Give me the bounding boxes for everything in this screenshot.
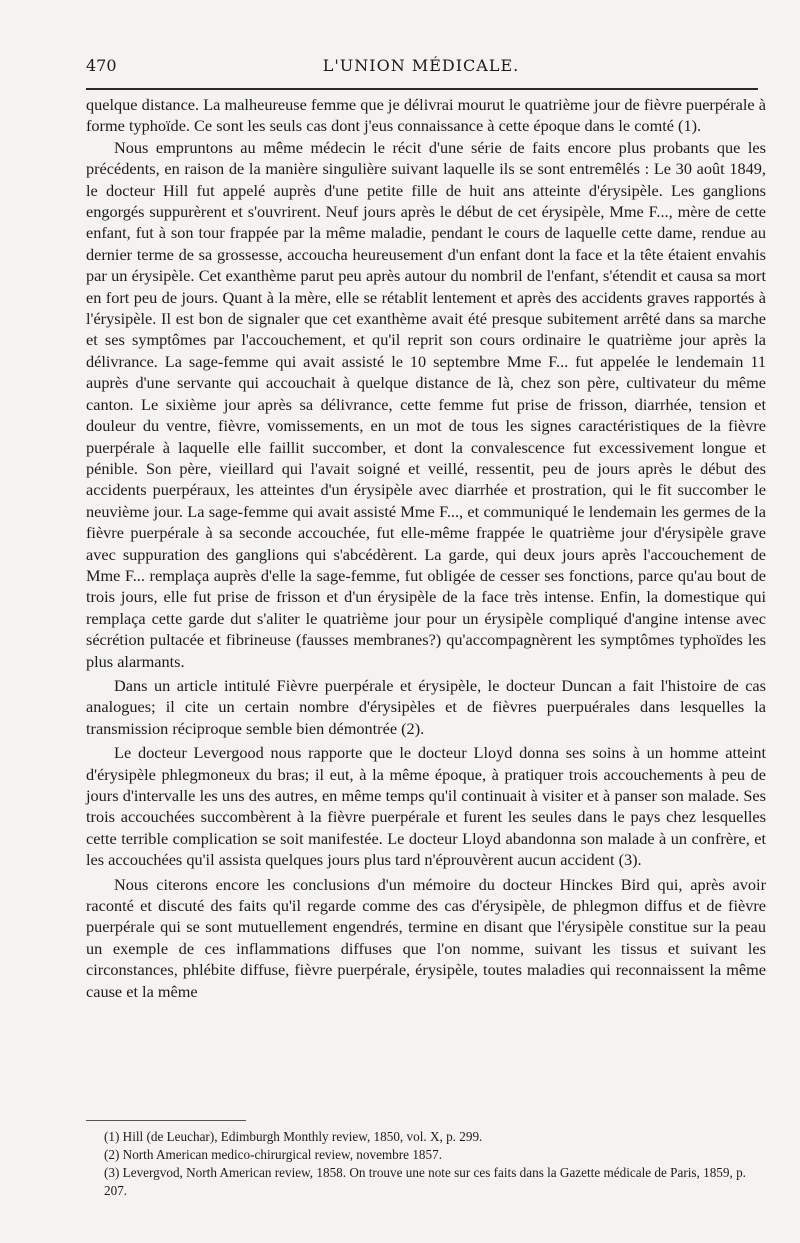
footnotes: [104, 1128, 766, 1200]
paragraph: Nous citerons encore les conclusions d'un mémoire du docteur Hinckes Bird qui, après avoir raconté et discuté des faits qu'il regarde comme des cas d'érysipèle, de phlegmon diffus et de fièvre puerpérale qui se sont mutuellement engendrés, termine en disant que l'érysipèle constitue sur la peau un exemple de ces inflammations diffuses que l'on nomme, suivant les tissus et suivant les circonstances, phlébite diffuse, fièvre puerpérale, érysipèle, toutes maladies qui reconnaissent la même cause et la même: [86, 874, 766, 1001]
footnote-rule: [86, 1120, 246, 1121]
page-number: 470: [86, 56, 117, 75]
running-title: L'UNION MÉDICALE.: [322, 56, 520, 75]
footnote: (3) Levergvod, North American review, 1858. On trouve une note sur ces faits dans la Gazette médicale de Paris, 1859, p. 207.: [104, 1165, 746, 1198]
page-header: [86, 56, 756, 80]
footnote: (2) North American medico-chirurgical review, novembre 1857.: [104, 1147, 442, 1162]
paragraph: Dans un article intitulé Fièvre puerpérale et érysipèle, le docteur Duncan a fait l'histoire de cas analogues; il cite un certain nombre d'érysipèles et de fièvres puerpuérales dans lesquelles la transmission réciproque semble bien démontrée (2).: [86, 675, 766, 738]
paragraph: quelque distance. La malheureuse femme que je délivrai mourut le quatrième jour de fièvre puerpérale à forme typhoïde. Ce sont les seuls cas dont j'eus connaissance à cette époque dans le comté (1).: [86, 95, 766, 136]
paragraph: Le docteur Levergood nous rapporte que le docteur Lloyd donna ses soins à un homme atteint d'érysipèle phlegmoneux du bras; il eut, à la même époque, à pratiquer trois accouchements à peu de jours d'intervalle les uns des autres, en même temps qu'il continuait à visiter et à panser son malade. Ses trois accouchées succombèrent à la fièvre puerpérale et furent les seules dans le pays chez lesquelles cette terrible complication se soit manifestée. Le docteur Lloyd abandonna son malade à un confrère, et les accouchées qu'il assista quelques jours plus tard n'éprouvèrent aucun accident (3).: [86, 743, 766, 870]
footnote: (1) Hill (de Leuchar), Edimburgh Monthly review, 1850, vol. X, p. 299.: [104, 1129, 483, 1144]
paragraph: Nous empruntons au même médecin le récit d'une série de faits encore plus probants que les précédents, en raison de la manière singulière suivant laquelle ils se sont entremêlés : Le 30 août 1849, le docteur Hill fut appelé auprès d'une petite fille de huit ans atteinte d'érysipèle. Les ganglions engorgés suppurèrent et s'ouvrirent. Neuf jours après le début de cet érysipèle, Mme F..., mère de cette enfant, fut à son tour frappée par la même maladie, pendant le cours de laquelle cette dame, rendue au dernier terme de sa grossesse, accoucha heureusement d'un enfant dont la face et la tête étaient envahis par un érysipèle. Cet exanthème parut peu après autour du nombril de l'enfant, s'étendit et causa sa mort en fort peu de jours. Quant à la mère, elle se rétablit lentement et après des accidents graves rapportés à l'érysipèle. Il est bon de signaler que cet exanthème avait été presque subitement arrêté dans sa marche et ses symptômes par l'accouchement, et qu'il reprit son cours ordinaire le quatrième jour après la délivrance. La sage-femme qui avait assisté le 10 septembre Mme F... fut appelée le lendemain 11 auprès d'une servante qui accouchait à quelque distance de là, chez son père, cultivateur du même canton. Le sixième jour après sa délivrance, cette femme fut prise de frisson, diarrhée, tension et douleur du ventre, fièvre, vomissements, en un mot de tous les signes caractéristiques de la fièvre puerpérale à laquelle elle faillit succomber, et dont la convalescence fut excessivement longue et pénible. Son père, vieillard qui l'avait soigné et veillé, ressentit, peu de jours après le début des accidents puerpéraux, les atteintes d'un érysipèle avec diarrhée et prostration, qui le fit succomber le neuvième jour. La sage-femme qui avait assisté Mme F..., et communiqué le lendemain les germes de la fièvre puerpérale à sa seconde accouchée, fut elle-même frappée le quatrième jour d'érysipèle grave avec suppuration des ganglions qui s'abcédèrent. La garde, qui deux jours après l'accouchement de Mme F... remplaça auprès d'elle la sage-femme, fut obligée de cesser ses fonctions, parce qu'au bout de trois jours, elle fut prise de frisson et d'un érysipèle de la face très intense. Enfin, la domestique qui remplaça cette garde dut s'aliter le quatrième jour pour un érysipèle compliqué d'angine intense avec sécrétion pultacée et fibrineuse (fausses membranes?) qu'accompagnèrent les symptômes typhoïdes les plus alarmants.: [86, 137, 766, 671]
body-text: [86, 94, 766, 1002]
header-rule: [86, 88, 758, 90]
